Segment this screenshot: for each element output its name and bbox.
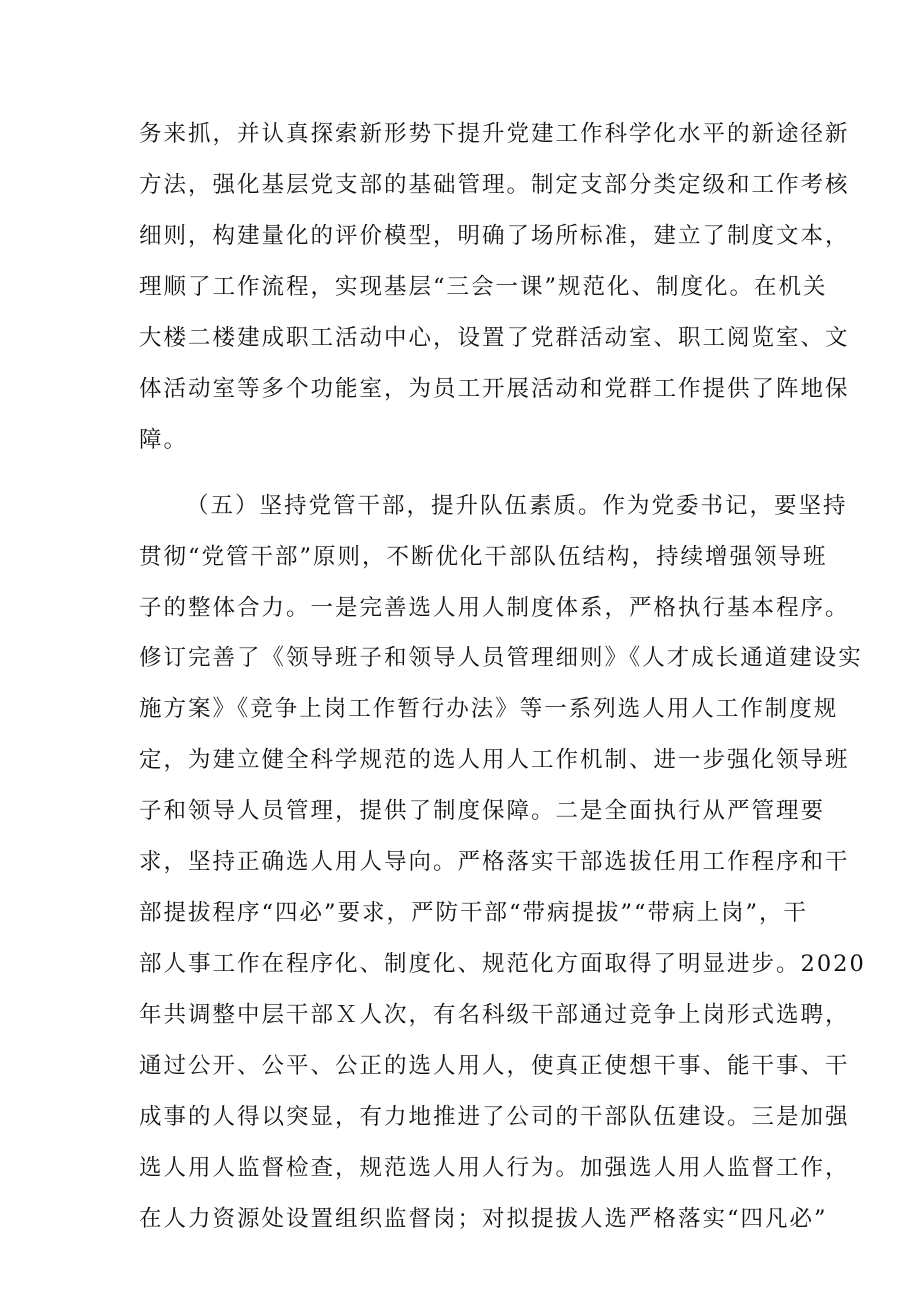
- text-line: 大楼二楼建成职工活动中心，设置了党群活动室、职工阅览室、文: [139, 325, 850, 351]
- text-line: 体活动室等多个功能室，为员工开展活动和党群工作提供了阵地保: [139, 376, 850, 402]
- text-line: 在人力资源处设置组织监督岗；对拟提拔人选严格落实“四凡必”: [139, 1206, 828, 1232]
- text-line: 部提拔程序“四必”要求，严防干部“带病提拔”“带病上岗”，干: [139, 900, 809, 926]
- text-line: 子的整体合力。一是完善选人用人制度体系，严格执行基本程序。: [139, 595, 850, 621]
- text-line: 部人事工作在程序化、制度化、规范化方面取得了明显进步。2020: [139, 951, 866, 977]
- text-line: 障。: [139, 427, 189, 453]
- text-line: （五）坚持党管干部，提升队伍素质。作为党委书记，要坚持: [186, 493, 848, 519]
- text-line: 务来抓，并认真探索新形势下提升党建工作科学化水平的新途径新: [139, 121, 850, 147]
- text-line: 年共调整中层干部Ｘ人次，有名科级干部通过竞争上岗形式选聘，: [139, 1002, 850, 1028]
- text-line: 求，坚持正确选人用人导向。严格落实干部选拔任用工作程序和干: [139, 849, 850, 875]
- text-line: 施方案》《竞争上岗工作暂行办法》等一系列选人用人工作制度规: [139, 696, 839, 722]
- text-line: 贯彻“党管干部”原则，不断优化干部队伍结构，持续增强领导班: [139, 544, 828, 570]
- text-line: 选人用人监督检查，规范选人用人行为。加强选人用人监督工作，: [139, 1155, 850, 1181]
- text-line: 成事的人得以突显，有力地推进了公司的干部队伍建设。三是加强: [139, 1104, 850, 1130]
- text-line: 细则，构建量化的评价模型，明确了场所标准，建立了制度文本，: [139, 223, 850, 249]
- text-line: 方法，强化基层党支部的基础管理。制定支部分类定级和工作考核: [139, 172, 850, 198]
- text-line: 子和领导人员管理，提供了制度保障。二是全面执行从严管理要: [139, 798, 826, 824]
- text-line: 通过公开、公平、公正的选人用人，使真正使想干事、能干事、干: [139, 1053, 850, 1079]
- text-line: 定，为建立健全科学规范的选人用人工作机制、进一步强化领导班: [139, 747, 850, 773]
- text-line: 理顺了工作流程，实现基层“三会一课”规范化、制度化。在机关: [139, 274, 828, 300]
- text-line: 修订完善了《领导班子和领导人员管理细则》《人才成长通道建设实: [139, 645, 863, 671]
